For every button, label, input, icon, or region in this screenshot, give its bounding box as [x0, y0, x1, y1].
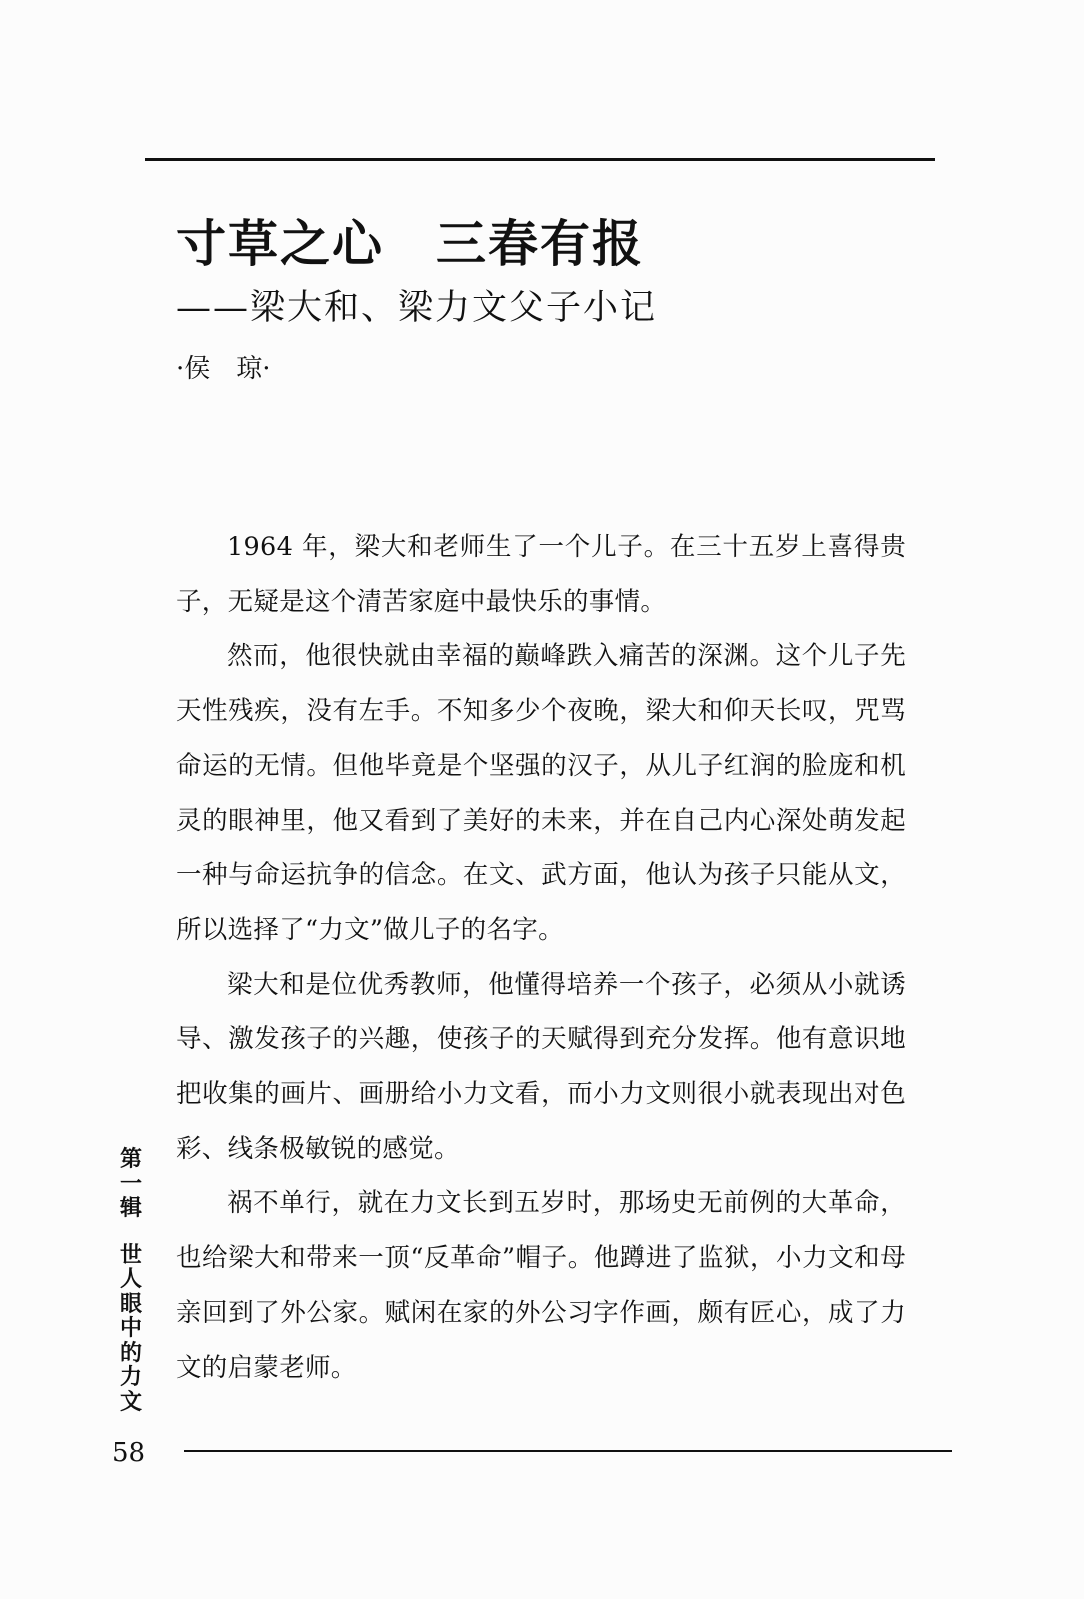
paragraph: 然而，他很快就由幸福的巅峰跌入痛苦的深渊。这个儿子先天性残疾，没有左手。不知多少个夜晚，梁大和仰天长叹，咒骂命运的无情。但他毕竟是个坚强的汉子，从儿子红润的脸庞和机灵的眼神里，他又看到了美好的未来，并在自己内心深处萌发起一种与命运抗争的信念。在文、武方面，他认为孩子只能从文，所以选择了“力文”做儿子的名字。	[176, 641, 906, 945]
article-title: 寸草之心 三春有报	[176, 215, 644, 273]
bottom-rule	[184, 1450, 952, 1452]
book-title-label: 世 人 眼 中 的 力 文	[119, 1242, 142, 1415]
page-number: 58	[112, 1438, 146, 1468]
top-rule	[145, 158, 935, 161]
paragraph: 梁大和是位优秀教师，他懂得培养一个孩子，必须从小就诱导、激发孩子的兴趣，使孩子的天赋得到充分发挥。他有意识地把收集的画片、画册给小力文看，而小力文则很小就表现出对色彩、线条极敏锐的感觉。	[176, 969, 906, 1164]
article-subtitle: ——梁大和、梁力文父子小记	[176, 288, 658, 328]
section-label: 第 一 辑	[119, 1147, 142, 1221]
paragraph: 祸不单行，就在力文长到五岁时，那场史无前例的大革命，也给梁大和带来一顶“反革命”帽子。他蹲进了监狱，小力文和母亲回到了外公家。赋闲在家的外公习字作画，颇有匠心，成了力文的启蒙老师。	[176, 1188, 906, 1383]
margin-running-head	[118, 1148, 144, 1415]
article-body	[176, 520, 906, 1395]
paragraph: 1964 年，梁大和老师生了一个儿子。在三十五岁上喜得贵子，无疑是这个清苦家庭中最快乐的事情。	[176, 532, 906, 617]
article-author: ·侯 琼·	[176, 354, 271, 384]
